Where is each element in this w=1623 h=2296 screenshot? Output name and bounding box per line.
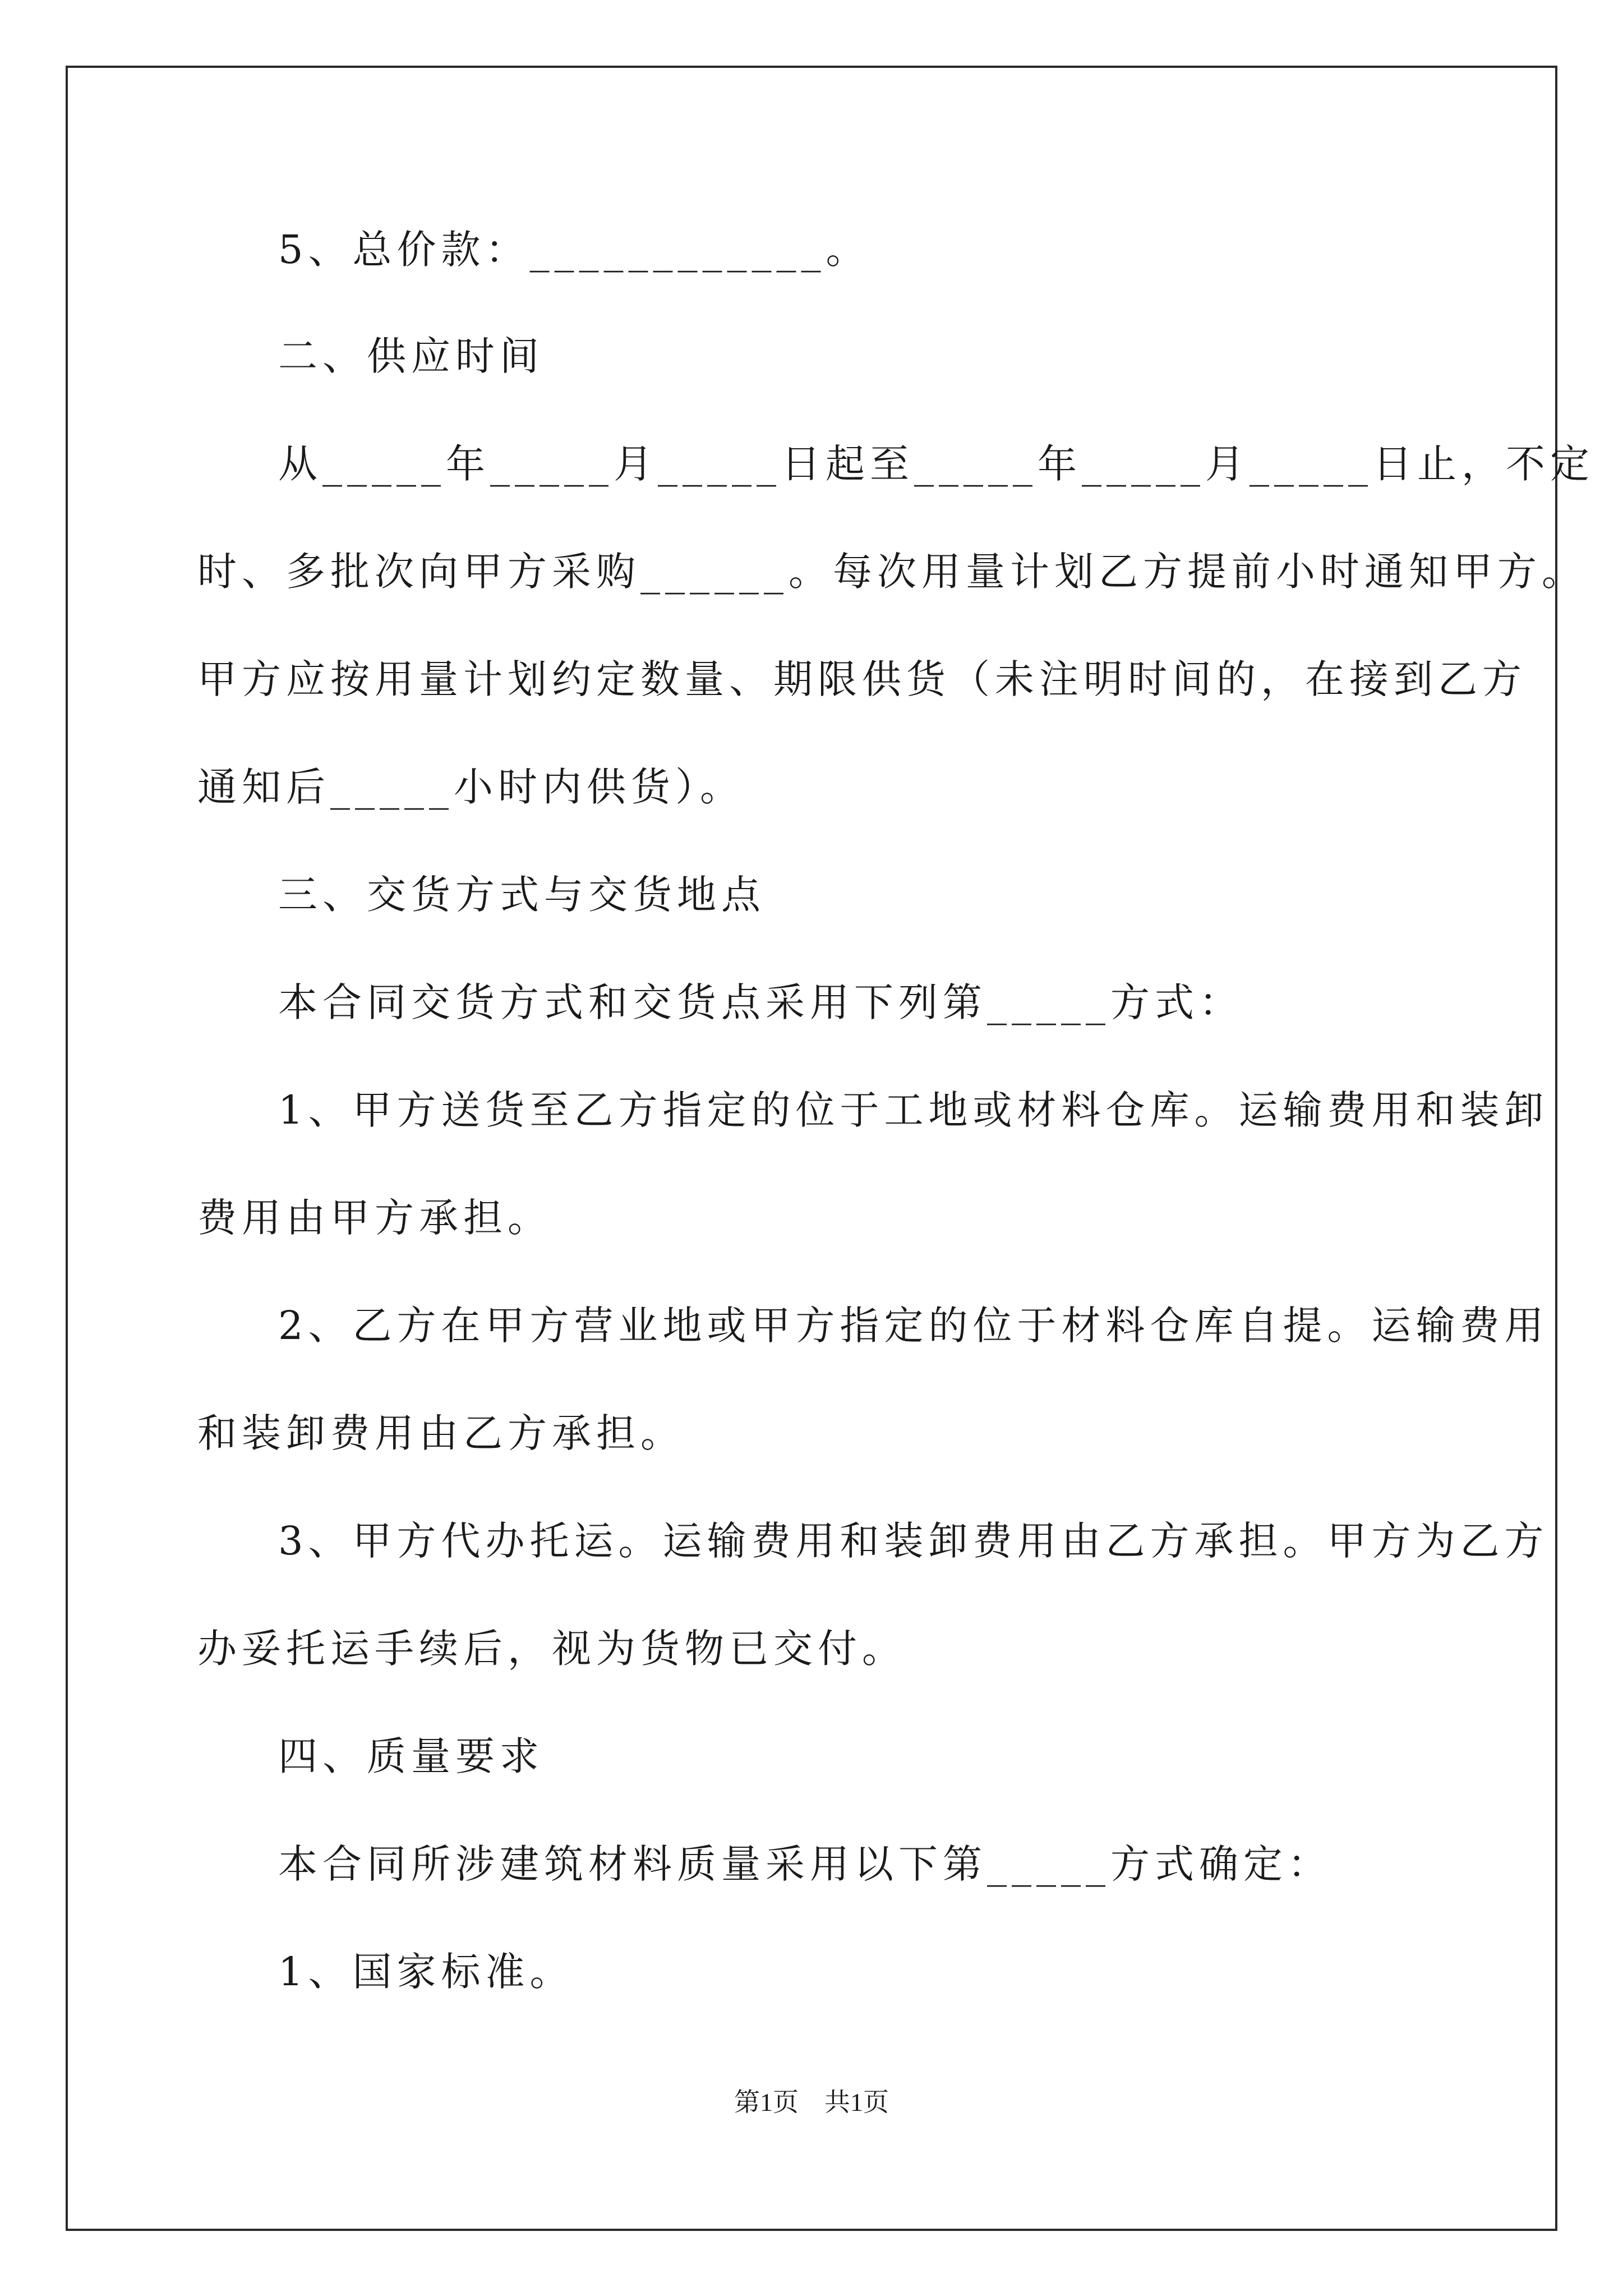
text-line: 甲方应按用量计划约定数量、期限供货（未注明时间的，在接到乙方 bbox=[197, 656, 1527, 702]
text-line: 本合同交货方式和交货点采用下列第_____方式： bbox=[278, 979, 1243, 1025]
page-frame bbox=[66, 66, 1557, 2231]
section-heading: 四、质量要求 bbox=[278, 1733, 544, 1779]
text-line: 3、甲方代办托运。运输费用和装卸费用由乙方承担。甲方为乙方 bbox=[278, 1518, 1549, 1564]
text-line: 费用由甲方承担。 bbox=[197, 1195, 552, 1241]
text-line: 1、甲方送货至乙方指定的位于工地或材料仓库。运输费用和装卸 bbox=[278, 1087, 1549, 1133]
text-line: 从_____年_____月_____日起至_____年_____月_____日止，不定 bbox=[278, 441, 1594, 487]
text-line: 2、乙方在甲方营业地或甲方指定的位于材料仓库自提。运输费用 bbox=[278, 1303, 1549, 1349]
text-line: 和装卸费用由乙方承担。 bbox=[197, 1410, 685, 1456]
section-heading: 二、供应时间 bbox=[278, 333, 544, 379]
text-line: 5、总价款：____________。 bbox=[278, 227, 870, 273]
text-line: 时、多批次向甲方采购______。每次用量计划乙方提前小时通知甲方。 bbox=[197, 549, 1586, 595]
page-footer: 第1页 共1页 bbox=[734, 2088, 889, 2116]
text-line: 通知后_____小时内供货）。 bbox=[197, 764, 744, 810]
text-line: 1、国家标准。 bbox=[278, 1949, 574, 1995]
section-heading: 三、交货方式与交货地点 bbox=[278, 872, 766, 918]
text-line: 本合同所涉建筑材料质量采用以下第_____方式确定： bbox=[278, 1841, 1332, 1887]
text-line: 办妥托运手续后，视为货物已交付。 bbox=[197, 1626, 906, 1672]
